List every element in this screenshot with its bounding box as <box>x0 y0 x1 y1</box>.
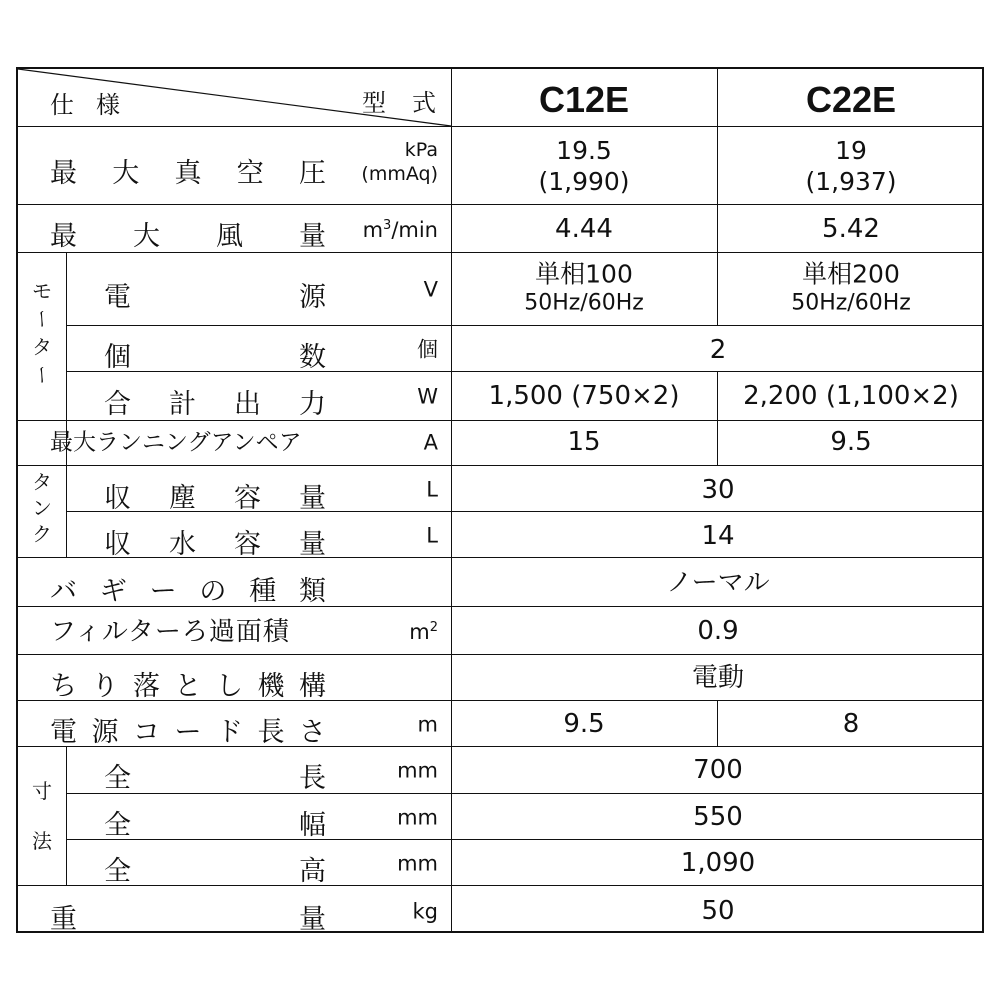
unit-power: V <box>423 277 438 302</box>
value-output-c22e: 2,200 (1,100×2) <box>743 381 959 411</box>
value-vacuum-c12e: 19.5 (1,990) <box>538 135 630 196</box>
group-label-dimensions: 寸 法 <box>32 779 52 853</box>
unit-count: 個 <box>417 337 438 362</box>
unit-cord: m <box>417 712 438 737</box>
column-divider <box>717 700 718 746</box>
row-label-motor-count: 個 数 <box>104 342 326 373</box>
value-dust-capacity: 30 <box>701 475 735 505</box>
value-dust-shaker: 電動 <box>691 663 745 693</box>
unit-width: mm <box>397 805 438 830</box>
value-weight: 50 <box>701 896 735 926</box>
row-label-total-height: 全 高 <box>104 856 326 887</box>
value-power-c12e: 単相100 50Hz/60Hz <box>524 259 644 316</box>
value-amp-c12e: 15 <box>567 427 601 457</box>
unit-output: W <box>417 384 438 409</box>
row-label-weight: 重 量 <box>50 904 326 935</box>
unit-vacuum: kPa (mmAq) <box>361 139 438 185</box>
value-amp-c22e: 9.5 <box>830 427 872 457</box>
group-divider <box>66 746 67 885</box>
spec-table <box>16 67 984 933</box>
row-label-total-output: 合 計 出 力 <box>104 389 326 420</box>
unit-airflow: $m^3/\min$ <box>362 218 438 242</box>
column-divider <box>451 69 452 931</box>
unit-water: L <box>426 523 438 548</box>
value-buggy-type: ノーマル <box>666 568 770 598</box>
row-label-total-width: 全 幅 <box>104 810 326 841</box>
value-cord-c22e: 8 <box>842 709 860 739</box>
unit-weight: kg <box>412 899 438 924</box>
model-c22e: C22E <box>805 79 897 120</box>
row-label-dust-shaker: ち り 落 と し 機 構 <box>50 671 326 702</box>
row-divider <box>66 325 982 326</box>
row-divider <box>18 204 982 205</box>
row-label-filter-area: フィルターろ過面積 <box>50 617 290 647</box>
row-label-power-source: 電 源 <box>104 282 326 313</box>
row-label-total-length: 全 長 <box>104 763 326 794</box>
header-spec-label: 仕 様 <box>50 91 120 119</box>
value-power-c22e: 単相200 50Hz/60Hz <box>791 259 911 316</box>
unit-height: mm <box>397 851 438 876</box>
group-divider <box>66 465 67 557</box>
value-total-height: 1,090 <box>680 848 756 878</box>
value-total-width: 550 <box>693 802 743 832</box>
value-water-capacity: 14 <box>701 521 735 551</box>
group-label-tank: タ ン ク <box>32 470 52 546</box>
row-label-buggy-type: バ ギ ー の 種 類 <box>50 576 326 607</box>
row-label-cord-length: 電 源 コ ー ド 長 さ <box>50 717 326 748</box>
column-divider <box>717 69 718 325</box>
row-label-dust-capacity: 収 塵 容 量 <box>104 483 326 514</box>
unit-amp: A <box>423 430 438 455</box>
group-label-motor: モ ー タ ー <box>30 279 54 385</box>
unit-length: mm <box>397 758 438 783</box>
row-label-max-airflow: 最 大 風 量 <box>50 221 326 252</box>
row-label-max-vacuum: 最 大 真 空 圧 <box>50 158 326 189</box>
unit-dust: L <box>426 477 438 502</box>
row-label-water-capacity: 収 水 容 量 <box>104 529 326 560</box>
value-total-length: 700 <box>693 755 743 785</box>
value-cord-c12e: 9.5 <box>563 709 605 739</box>
value-airflow-c12e: 4.44 <box>555 214 613 244</box>
row-divider <box>18 465 982 466</box>
row-divider <box>18 654 982 655</box>
model-c12e: C12E <box>538 79 630 120</box>
column-divider <box>717 371 718 465</box>
header-type-label: 型 式 <box>362 89 436 117</box>
value-output-c12e: 1,500 (750×2) <box>488 381 680 411</box>
value-filter-area: 0.9 <box>697 616 739 646</box>
value-motor-count: 2 <box>709 335 727 365</box>
value-vacuum-c22e: 19 (1,937) <box>805 135 897 196</box>
value-airflow-c22e: 5.42 <box>822 214 880 244</box>
row-label-max-running-amp: 最大ランニングアンペア <box>50 429 302 456</box>
unit-filter: $m^2$ <box>409 620 438 644</box>
